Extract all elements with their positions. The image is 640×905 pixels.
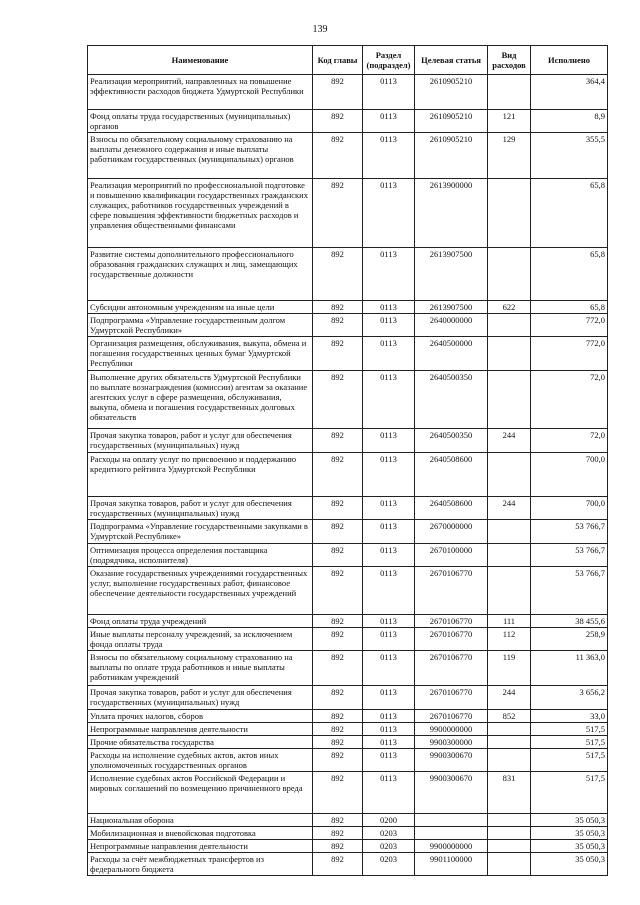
cell-section: 0113 (363, 301, 415, 314)
table-row (88, 686, 608, 710)
cell-name: Подпрограмма «Управление государственными закупками в Удмуртской Республике» (88, 520, 313, 544)
cell-name: Национальная оборона (88, 814, 313, 827)
table-row (88, 314, 608, 337)
table-row (88, 544, 608, 567)
cell-code: 892 (313, 723, 363, 736)
cell-code: 892 (313, 75, 363, 110)
table-row (88, 133, 608, 179)
cell-target: 2640000000 (415, 314, 488, 337)
cell-name: Организация размещения, обслуживания, выкупа, обмена и погашения государственных ценных бумаг Удмуртской Республики (88, 337, 313, 371)
cell-code: 892 (313, 110, 363, 133)
cell-target: 2670100000 (415, 544, 488, 567)
cell-name: Непрограммные направления деятельности (88, 723, 313, 736)
table-row (88, 628, 608, 651)
cell-section: 0113 (363, 723, 415, 736)
table-row (88, 840, 608, 853)
cell-name: Оказание государственных учреждениями государственных услуг, выполнение государственных работ, финансовое обеспечение деятельности государственных учреждений (88, 567, 313, 615)
cell-executed: 517,5 (531, 749, 608, 772)
table-row (88, 736, 608, 749)
table-row (88, 371, 608, 429)
cell-kind (488, 840, 531, 853)
cell-target: 2670106770 (415, 615, 488, 628)
cell-executed: 35 050,3 (531, 814, 608, 827)
table-row (88, 248, 608, 301)
table-row (88, 497, 608, 520)
cell-executed: 258,9 (531, 628, 608, 651)
cell-section: 0113 (363, 520, 415, 544)
cell-section: 0200 (363, 814, 415, 827)
cell-code: 892 (313, 520, 363, 544)
cell-code: 892 (313, 497, 363, 520)
cell-section: 0113 (363, 772, 415, 814)
cell-name: Исполнение судебных актов Российской Федерации и мировых соглашений по возмещению причиненного вреда (88, 772, 313, 814)
cell-code: 892 (313, 814, 363, 827)
table-row (88, 337, 608, 371)
cell-executed: 700,0 (531, 453, 608, 497)
table-row (88, 179, 608, 248)
cell-target: 2670106770 (415, 710, 488, 723)
cell-name: Мобилизационная и вневойсковая подготовка (88, 827, 313, 840)
cell-target: 2670106770 (415, 651, 488, 686)
cell-target: 2610905210 (415, 133, 488, 179)
cell-name: Прочая закупка товаров, работ и услуг для обеспечения государственных (муниципальных) нужд (88, 497, 313, 520)
cell-section: 0113 (363, 686, 415, 710)
table-row (88, 651, 608, 686)
cell-target: 9900000000 (415, 840, 488, 853)
cell-kind: 111 (488, 615, 531, 628)
cell-code: 892 (313, 337, 363, 371)
cell-executed: 8,9 (531, 110, 608, 133)
cell-executed: 65,8 (531, 248, 608, 301)
cell-section: 0113 (363, 628, 415, 651)
table-row (88, 710, 608, 723)
cell-target: 2613907500 (415, 301, 488, 314)
cell-section: 0113 (363, 133, 415, 179)
cell-kind (488, 520, 531, 544)
cell-name: Прочая закупка товаров, работ и услуг для обеспечения государственных (муниципальных) нужд (88, 686, 313, 710)
header-name: Наименование (88, 46, 313, 75)
cell-target: 2613900000 (415, 179, 488, 248)
cell-name: Развитие системы дополнительного профессионального образования гражданских служащих и лиц, замещающих государственные должности (88, 248, 313, 301)
cell-kind (488, 567, 531, 615)
cell-kind (488, 337, 531, 371)
cell-target: 2640508600 (415, 497, 488, 520)
cell-target: 9900300670 (415, 772, 488, 814)
table-row (88, 853, 608, 876)
cell-kind (488, 179, 531, 248)
table-row (88, 110, 608, 133)
cell-name: Расходы за счёт межбюджетных трансфертов из федерального бюджета (88, 853, 313, 876)
cell-kind: 244 (488, 429, 531, 453)
cell-kind (488, 853, 531, 876)
cell-section: 0113 (363, 497, 415, 520)
cell-section: 0113 (363, 179, 415, 248)
table-header-row (88, 46, 608, 75)
table-row (88, 749, 608, 772)
cell-kind: 129 (488, 133, 531, 179)
cell-executed: 53 766,7 (531, 520, 608, 544)
cell-kind (488, 723, 531, 736)
cell-name: Фонд оплаты труда государственных (муниципальных) органов (88, 110, 313, 133)
table-row (88, 827, 608, 840)
cell-section: 0113 (363, 544, 415, 567)
cell-target: 2640500350 (415, 371, 488, 429)
table-row (88, 723, 608, 736)
cell-name: Прочие обязательства государства (88, 736, 313, 749)
cell-kind: 244 (488, 497, 531, 520)
cell-kind (488, 371, 531, 429)
cell-kind (488, 814, 531, 827)
cell-code: 892 (313, 827, 363, 840)
cell-code: 892 (313, 686, 363, 710)
cell-code: 892 (313, 248, 363, 301)
cell-executed: 35 050,3 (531, 827, 608, 840)
cell-executed: 35 050,3 (531, 853, 608, 876)
cell-code: 892 (313, 736, 363, 749)
cell-section: 0113 (363, 567, 415, 615)
cell-code: 892 (313, 615, 363, 628)
cell-section: 0113 (363, 371, 415, 429)
cell-code: 892 (313, 179, 363, 248)
cell-target: 2640500350 (415, 429, 488, 453)
cell-name: Реализация мероприятий по профессиональной подготовке и повышению квалификации государственных гражданских служащих, работников государственных учреждений в сфере повышения эффективности бюджетных расходов и управления общественными финансами (88, 179, 313, 248)
cell-code: 892 (313, 301, 363, 314)
table-body (88, 75, 608, 876)
table-row (88, 567, 608, 615)
cell-target (415, 814, 488, 827)
cell-kind (488, 248, 531, 301)
table-row (88, 453, 608, 497)
cell-section: 0203 (363, 840, 415, 853)
table-row (88, 301, 608, 314)
cell-target: 2670106770 (415, 686, 488, 710)
cell-code: 892 (313, 628, 363, 651)
table-row (88, 75, 608, 110)
cell-kind (488, 544, 531, 567)
budget-table (87, 45, 608, 876)
cell-target: 9900300670 (415, 749, 488, 772)
table-row (88, 772, 608, 814)
cell-name: Субсидии автономным учреждениям на иные цели (88, 301, 313, 314)
cell-name: Реализация мероприятий, направленных на повышение эффективности расходов бюджета Удмуртской Республики (88, 75, 313, 110)
table-row (88, 520, 608, 544)
cell-executed: 53 766,7 (531, 544, 608, 567)
cell-target: 2670106770 (415, 567, 488, 615)
cell-executed: 517,5 (531, 723, 608, 736)
cell-kind (488, 75, 531, 110)
cell-kind: 112 (488, 628, 531, 651)
header-section: Раздел (подраздел) (363, 46, 415, 75)
table-row (88, 429, 608, 453)
cell-section: 0113 (363, 337, 415, 371)
cell-code: 892 (313, 853, 363, 876)
cell-name: Фонд оплаты труда учреждений (88, 615, 313, 628)
cell-kind: 852 (488, 710, 531, 723)
cell-name: Иные выплаты персоналу учреждений, за исключением фонда оплаты труда (88, 628, 313, 651)
cell-executed: 65,8 (531, 301, 608, 314)
cell-executed: 517,5 (531, 736, 608, 749)
cell-target: 2613907500 (415, 248, 488, 301)
cell-executed: 38 455,6 (531, 615, 608, 628)
cell-name: Взносы по обязательному социальному страхованию на выплаты по оплате труда работников и иные выплаты работникам учреждений (88, 651, 313, 686)
cell-executed: 355,5 (531, 133, 608, 179)
cell-kind: 119 (488, 651, 531, 686)
cell-kind: 244 (488, 686, 531, 710)
cell-target (415, 827, 488, 840)
cell-executed: 72,0 (531, 371, 608, 429)
cell-executed: 35 050,3 (531, 840, 608, 853)
cell-target: 2610905210 (415, 110, 488, 133)
cell-section: 0113 (363, 314, 415, 337)
cell-section: 0113 (363, 75, 415, 110)
cell-executed: 65,8 (531, 179, 608, 248)
cell-code: 892 (313, 133, 363, 179)
cell-kind: 622 (488, 301, 531, 314)
cell-executed: 364,4 (531, 75, 608, 110)
cell-section: 0113 (363, 651, 415, 686)
cell-executed: 33,0 (531, 710, 608, 723)
cell-kind (488, 314, 531, 337)
table-row (88, 615, 608, 628)
cell-section: 0113 (363, 110, 415, 133)
cell-kind (488, 749, 531, 772)
cell-kind (488, 453, 531, 497)
cell-section: 0203 (363, 827, 415, 840)
cell-code: 892 (313, 567, 363, 615)
cell-code: 892 (313, 710, 363, 723)
header-kind: Вид расходов (488, 46, 531, 75)
cell-target: 2670106770 (415, 628, 488, 651)
cell-target: 9900300000 (415, 736, 488, 749)
cell-name: Расходы на оплату услуг по присвоению и поддержанию кредитного рейтинга Удмуртской Республики (88, 453, 313, 497)
cell-section: 0113 (363, 710, 415, 723)
cell-target: 2670000000 (415, 520, 488, 544)
cell-target: 2610905210 (415, 75, 488, 110)
cell-name: Оптимизация процесса определения поставщика (подрядчика, исполнителя) (88, 544, 313, 567)
page-number: 139 (312, 24, 328, 35)
cell-name: Взносы по обязательному социальному страхованию на выплаты денежного содержания и иные выплаты работникам государственных (муниципальных) органов (88, 133, 313, 179)
cell-kind: 121 (488, 110, 531, 133)
cell-kind (488, 736, 531, 749)
cell-executed: 700,0 (531, 497, 608, 520)
cell-section: 0113 (363, 429, 415, 453)
cell-name: Непрограммные направления деятельности (88, 840, 313, 853)
cell-code: 892 (313, 840, 363, 853)
cell-section: 0203 (363, 853, 415, 876)
cell-executed: 772,0 (531, 337, 608, 371)
cell-name: Уплата прочих налогов, сборов (88, 710, 313, 723)
cell-kind (488, 827, 531, 840)
cell-name: Подпрограмма «Управление государственным долгом Удмуртской Республики» (88, 314, 313, 337)
cell-kind: 831 (488, 772, 531, 814)
cell-code: 892 (313, 749, 363, 772)
cell-code: 892 (313, 453, 363, 497)
cell-code: 892 (313, 544, 363, 567)
cell-executed: 72,0 (531, 429, 608, 453)
cell-target: 9901100000 (415, 853, 488, 876)
cell-executed: 3 656,2 (531, 686, 608, 710)
cell-name: Выполнение других обязательств Удмуртской Республики по выплате вознаграждения (комиссии) агентам за оказание агентских услуг в сфере размещения, обслуживания, выкупа, обмена и погашения государственных долговых обязательств (88, 371, 313, 429)
cell-target: 2640508600 (415, 453, 488, 497)
cell-code: 892 (313, 772, 363, 814)
table-row (88, 814, 608, 827)
cell-executed: 517,5 (531, 772, 608, 814)
cell-executed: 11 363,0 (531, 651, 608, 686)
cell-section: 0113 (363, 615, 415, 628)
cell-code: 892 (313, 651, 363, 686)
cell-code: 892 (313, 371, 363, 429)
header-code: Код главы (313, 46, 363, 75)
cell-executed: 53 766,7 (531, 567, 608, 615)
cell-name: Прочая закупка товаров, работ и услуг для обеспечения государственных (муниципальных) нужд (88, 429, 313, 453)
cell-section: 0113 (363, 453, 415, 497)
cell-target: 9900000000 (415, 723, 488, 736)
header-executed: Исполнено (531, 46, 608, 75)
header-target: Целевая статья (415, 46, 488, 75)
cell-section: 0113 (363, 749, 415, 772)
cell-executed: 772,0 (531, 314, 608, 337)
cell-section: 0113 (363, 736, 415, 749)
cell-section: 0113 (363, 248, 415, 301)
cell-name: Расходы на исполнение судебных актов, актов иных уполномоченных государственных органов (88, 749, 313, 772)
cell-code: 892 (313, 429, 363, 453)
cell-code: 892 (313, 314, 363, 337)
cell-target: 2640500000 (415, 337, 488, 371)
